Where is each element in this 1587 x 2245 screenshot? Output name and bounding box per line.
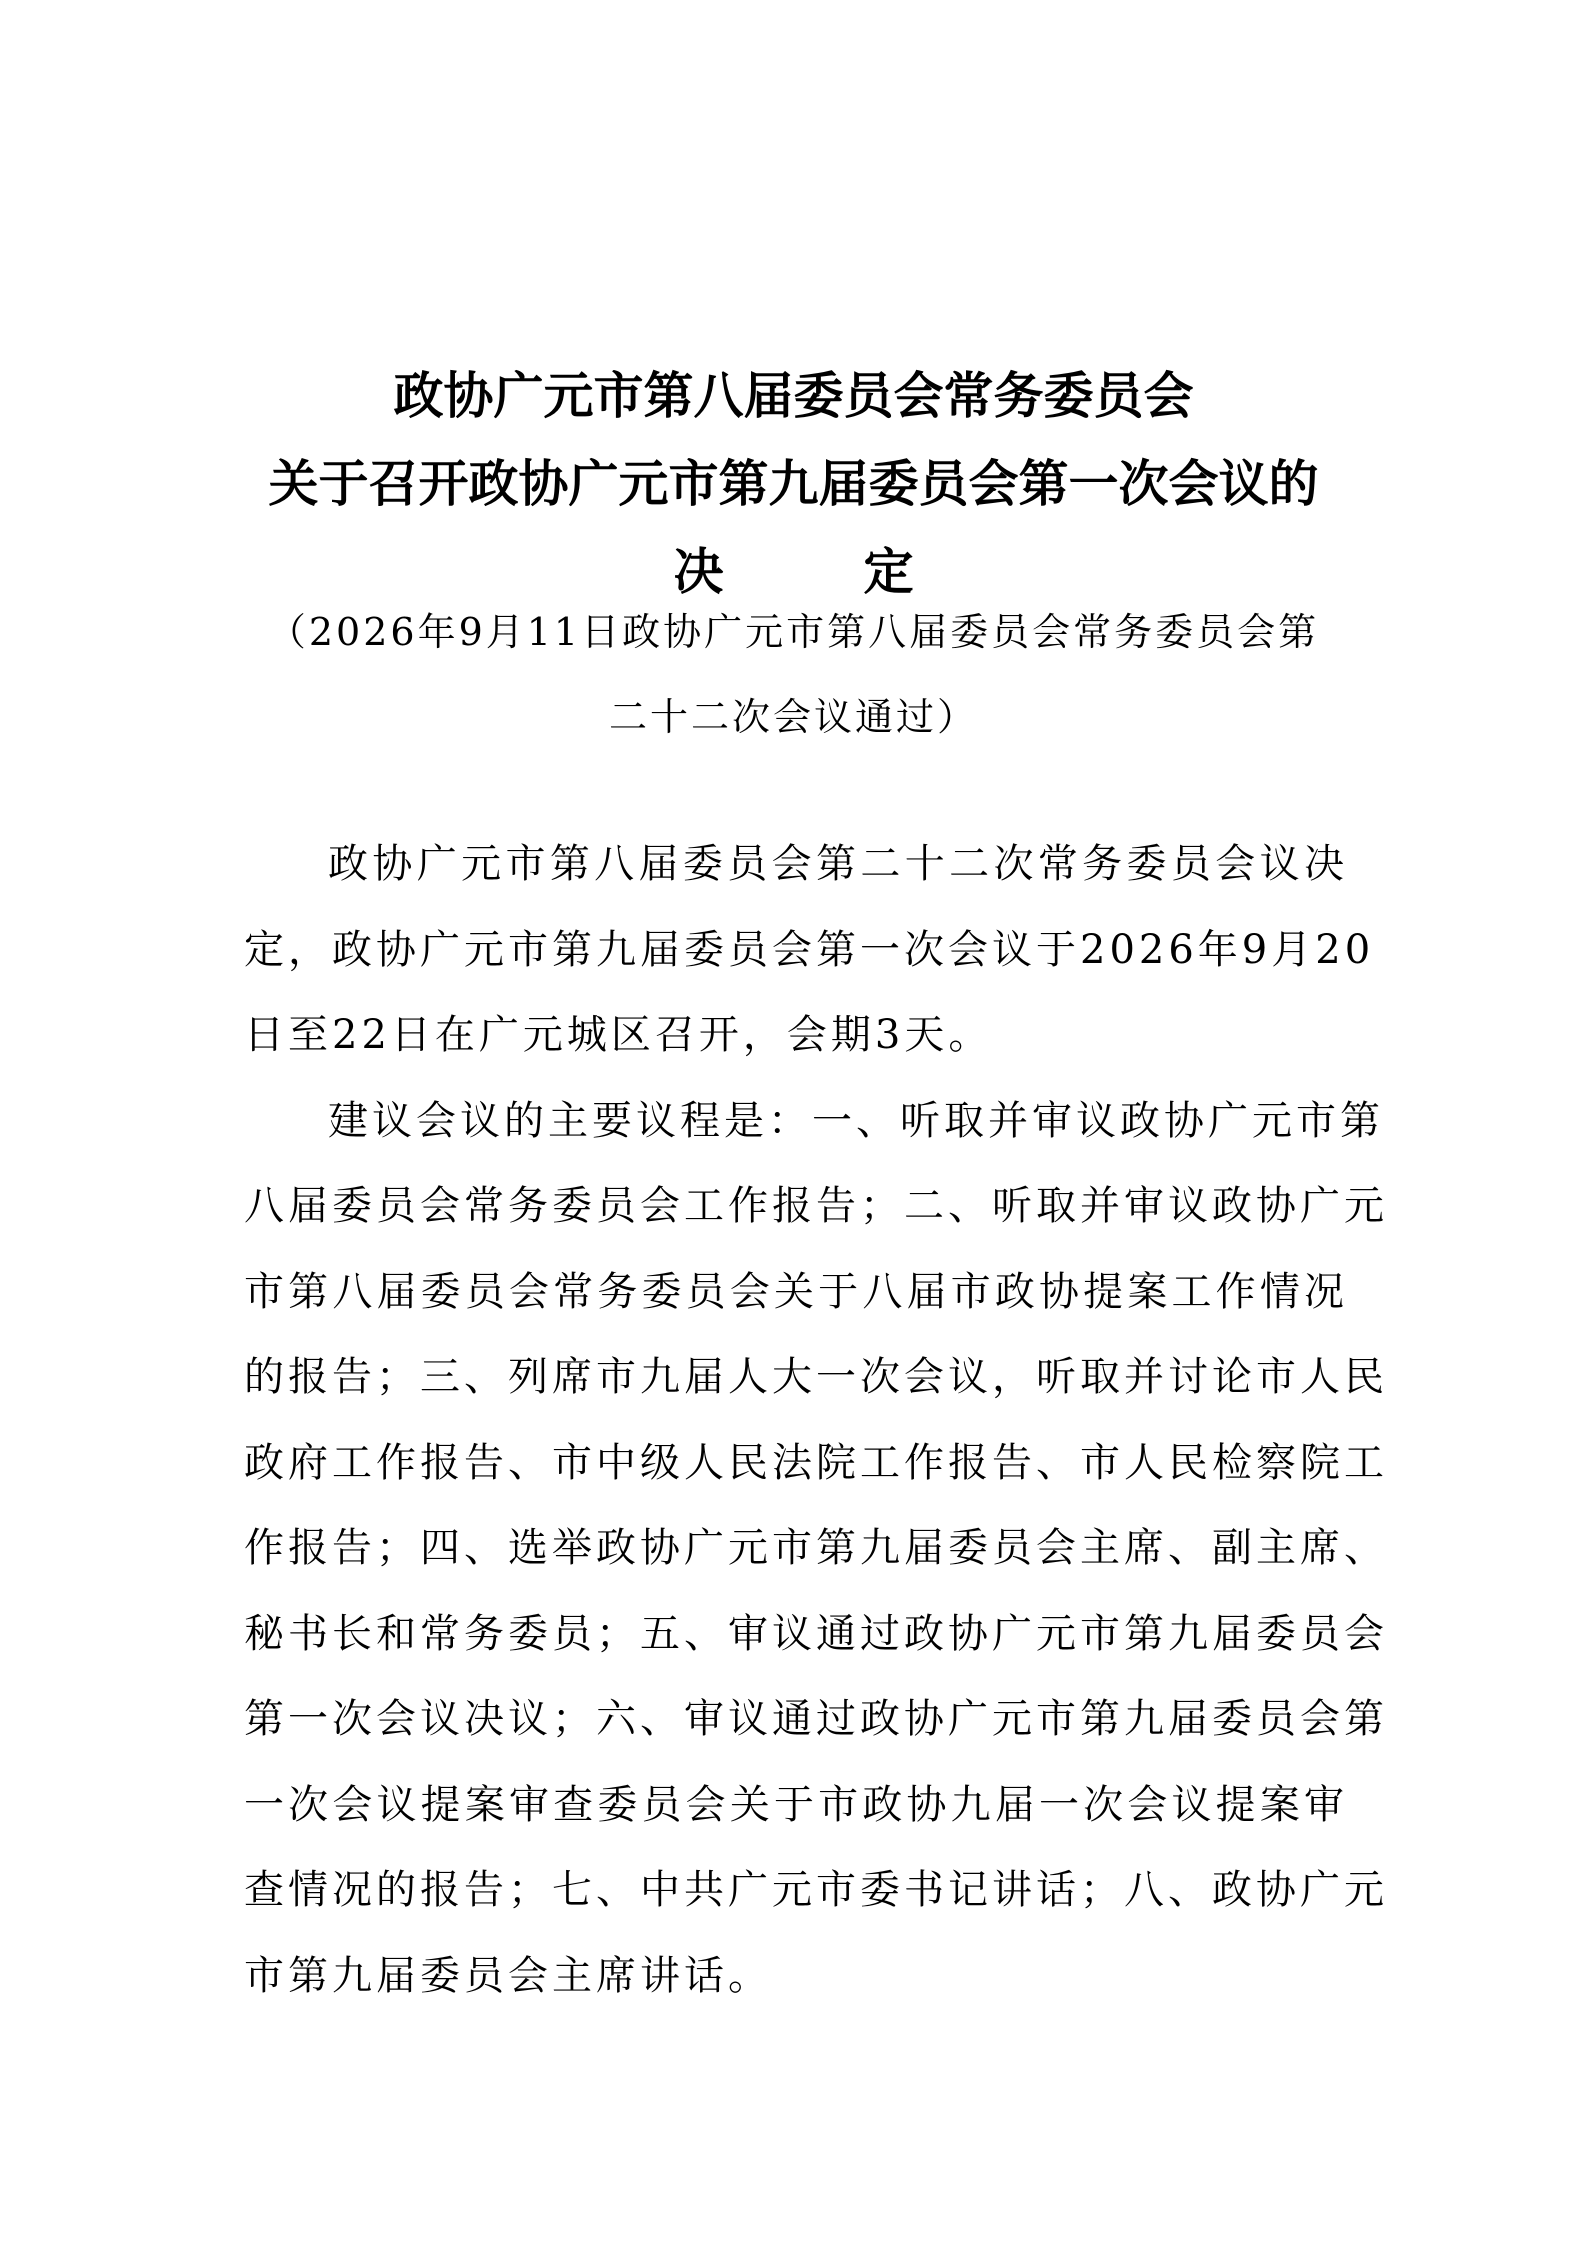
document-body — [244, 822, 1388, 2019]
paragraph-2 — [244, 1079, 1388, 2020]
title-decision-char-1: 决 — [673, 542, 724, 601]
paragraph-2-line-7: 秘书长和常务委员；五、审议通过政协广元市第九届委员会 — [244, 1610, 1388, 1657]
paragraph-1-line-2: 定，政协广元市第九届委员会第一次会议于2026年9月20 — [244, 926, 1375, 973]
paragraph-1-line-1: 政协广元市第八届委员会第二十二次常务委员会议决 — [328, 841, 1348, 887]
title-line-2: 关于召开政协广元市第九届委员会第一次会议的 — [268, 454, 1319, 513]
paragraph-1-line-3: 日至22日在广元城区召开，会期3天。 — [244, 1012, 993, 1058]
document-title — [0, 352, 1587, 616]
paragraph-2-line-1: 建议会议的主要议程是：一、听取并审议政协广元市第 — [328, 1097, 1384, 1144]
title-line-1: 政协广元市第八届委员会常务委员会 — [393, 366, 1194, 425]
paragraph-2-line-3: 市第八届委员会常务委员会关于八届市政协提案工作情况 — [244, 1268, 1348, 1315]
document-subtitle — [0, 590, 1587, 760]
paragraph-2-line-8: 第一次会议决议；六、审议通过政协广元市第九届委员会第 — [244, 1696, 1388, 1742]
paragraph-2-line-2: 八届委员会常务委员会工作报告；二、听取并审议政协广元 — [244, 1183, 1388, 1229]
subtitle-line-1: （2026年9月11日政协广元市第八届委员会常务委员会第 — [267, 610, 1320, 654]
paragraph-1 — [244, 822, 1375, 1079]
paragraph-2-line-11: 市第九届委员会主席讲话。 — [244, 1952, 772, 1999]
paragraph-2-line-6: 作报告；四、选举政协广元市第九届委员会主席、副主席、 — [244, 1525, 1388, 1571]
paragraph-2-line-9: 一次会议提案审查委员会关于市政协九届一次会议提案审 — [244, 1781, 1348, 1828]
title-decision-char-2: 定 — [863, 542, 914, 601]
subtitle-line-2: 二十二次会议通过） — [608, 695, 978, 739]
paragraph-2-line-5: 政府工作报告、市中级人民法院工作报告、市人民检察院工 — [244, 1439, 1388, 1486]
paragraph-2-line-10: 查情况的报告；七、中共广元市委书记讲话；八、政协广元 — [244, 1867, 1388, 1913]
paragraph-2-line-4: 的报告；三、列席市九届人大一次会议，听取并讨论市人民 — [244, 1354, 1388, 1400]
